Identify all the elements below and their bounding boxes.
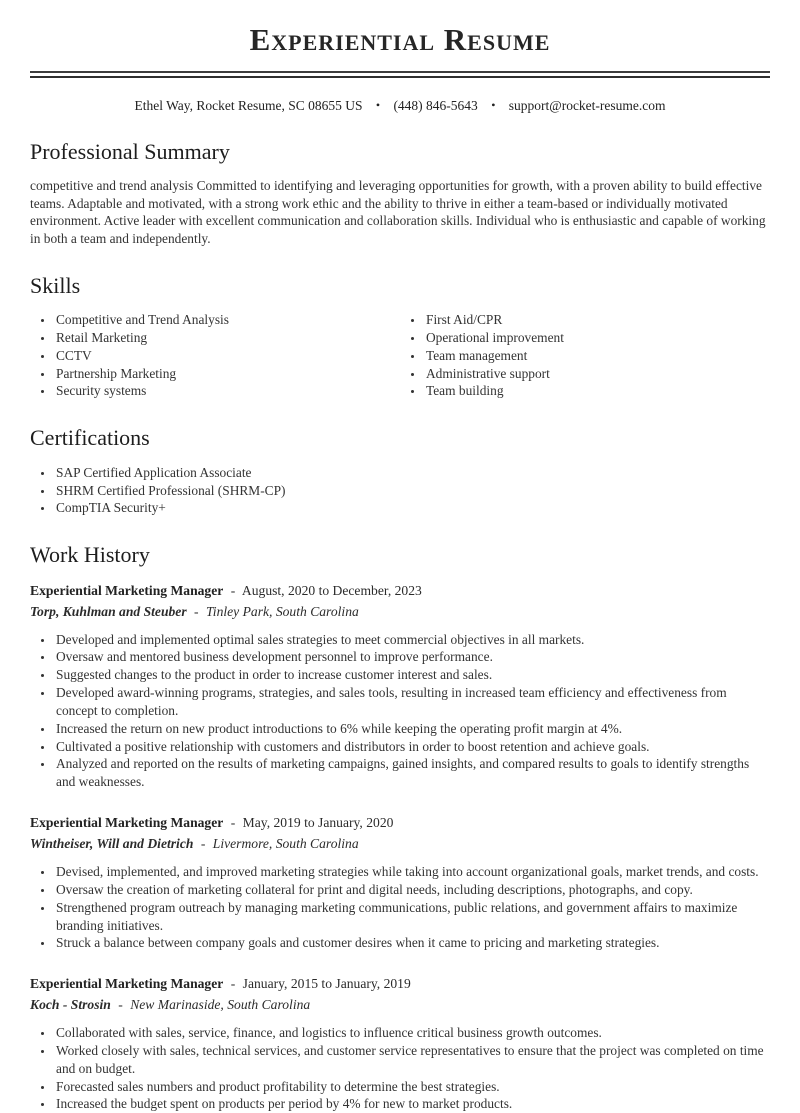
- job-entry: [30, 815, 770, 952]
- summary-heading: Professional Summary: [30, 138, 230, 164]
- certifications-list: [30, 464, 770, 517]
- job-title-line: [30, 815, 770, 831]
- job-bullet: • Developed and implemented optimal sales strategies to meet commercial objectives in all markets.: [54, 631, 770, 649]
- work-history-heading: Work History: [30, 542, 150, 568]
- section-work-history: [30, 542, 770, 1113]
- job-bullet: • Devised, implemented, and improved marketing strategies while taking into account organizational goals, market trends, and costs.: [54, 863, 770, 881]
- resume-page: [0, 22, 800, 1113]
- bullet-separator: •: [491, 97, 496, 112]
- job-dates: January, 2015 to January, 2019: [242, 976, 411, 992]
- job-bullet-list: [30, 631, 770, 791]
- job-bullet: • Increased the return on new product introductions to 6% while keeping the operating profit margin at 4%.: [54, 720, 770, 738]
- skills-heading: Skills: [30, 272, 81, 298]
- dash-separator: -: [230, 976, 236, 992]
- bullet-separator: •: [375, 97, 381, 112]
- job-bullet: • Suggested changes to the product in order to increase customer interest and sales.: [54, 666, 770, 684]
- job-bullet: • Oversaw the creation of marketing collateral for print and digital needs, including descriptions, photographs, and copy.: [54, 881, 770, 899]
- summary-text: competitive and trend analysis Committed to identifying and leveraging opportunities for growth, with a proven ability to build effective teams. Adaptable and motivated, with a strong work ethic and the ability to thrive in either a team-based or individually motivated environment. Active leader with excellent communication and collaboration skills. Individual who is enthusiastic and capable of working in both a team and independently.: [30, 178, 766, 247]
- job-bullet: • Forecasted sales numbers and product profitability to determine the best strategies.: [54, 1078, 770, 1096]
- certification-item: • SHRM Certified Professional (SHRM-CP): [54, 482, 770, 500]
- certification-item: • SAP Certified Application Associate: [54, 464, 770, 482]
- job-title: Experiential Marketing Manager: [30, 815, 224, 831]
- job-entry: [30, 976, 770, 1113]
- job-bullet-list: [30, 1024, 770, 1113]
- skill-item: • Retail Marketing: [54, 329, 400, 347]
- job-title: Experiential Marketing Manager: [30, 976, 224, 992]
- contact-address: Ethel Way, Rocket Resume, SC 08655 US: [134, 97, 363, 113]
- skill-item: • Administrative support: [424, 365, 770, 383]
- job-entry: [30, 583, 770, 791]
- section-certifications: [30, 425, 770, 517]
- dash-separator: -: [200, 836, 206, 852]
- skill-item: • Operational improvement: [424, 329, 770, 347]
- job-bullet: • Strengthened program outreach by managing marketing communications, public relations, and government affairs to maximize branding initiatives.: [54, 899, 770, 935]
- skills-list-left: [30, 311, 400, 400]
- page-title: Experiential Resume: [249, 22, 551, 57]
- job-bullet: • Cultivated a positive relationship with customers and distributors in order to boost retention and achieve goals.: [54, 738, 770, 756]
- company-name: Koch - Strosin: [30, 997, 111, 1013]
- skill-item: • Partnership Marketing: [54, 365, 400, 383]
- contact-phone: (448) 846-5643: [393, 97, 478, 113]
- section-professional-summary: [30, 139, 770, 248]
- job-location: Livermore, South Carolina: [212, 836, 359, 852]
- job-title: Experiential Marketing Manager: [30, 582, 224, 598]
- job-bullet: • Oversaw and mentored business development personnel to improve performance.: [54, 648, 770, 666]
- job-company-line: [30, 836, 770, 852]
- job-location: New Marinaside, South Carolina: [130, 997, 311, 1013]
- job-dates: August, 2020 to December, 2023: [241, 582, 422, 598]
- job-bullet: • Developed award-winning programs, strategies, and sales tools, resulting in increased team efficiency and effectiveness from concept to completion.: [54, 684, 770, 720]
- skill-item: • First Aid/CPR: [424, 311, 770, 329]
- company-name: Wintheiser, Will and Dietrich: [30, 836, 194, 852]
- skills-list-right: [400, 311, 770, 400]
- job-title-line: [30, 583, 770, 599]
- job-bullet: • Collaborated with sales, service, finance, and logistics to influence critical business growth outcomes.: [54, 1024, 770, 1042]
- skills-columns: [30, 299, 770, 400]
- dash-separator: -: [230, 815, 236, 831]
- dash-separator: -: [118, 997, 123, 1013]
- skill-item: • Team building: [424, 382, 770, 400]
- job-location: Tinley Park, South Carolina: [205, 603, 359, 619]
- certifications-heading: Certifications: [30, 425, 150, 451]
- company-name: Torp, Kuhlman and Steuber: [30, 603, 187, 619]
- skill-item: • CCTV: [54, 347, 400, 365]
- skill-item: • Team management: [424, 347, 770, 365]
- job-bullet-list: [30, 863, 770, 952]
- job-bullet: • Struck a balance between company goals and customer desires when it came to pricing and marketing strategies.: [54, 934, 770, 952]
- dash-separator: -: [230, 582, 236, 598]
- section-skills: [30, 273, 770, 401]
- skill-item: • Competitive and Trend Analysis: [54, 311, 400, 329]
- job-company-line: [30, 604, 770, 620]
- job-dates: May, 2019 to January, 2020: [242, 815, 394, 831]
- header-divider: [30, 71, 770, 78]
- job-bullet: • Analyzed and reported on the results of marketing campaigns, gained insights, and compared results to goals to identify strengths and weaknesses.: [54, 755, 770, 791]
- contact-email: support@rocket-resume.com: [508, 97, 666, 113]
- job-bullet: • Worked closely with sales, technical services, and customer service representatives to ensure that the project was completed on time and on budget.: [54, 1042, 770, 1078]
- resume-header: [30, 22, 770, 114]
- certification-item: • CompTIA Security+: [54, 499, 770, 517]
- dash-separator: -: [194, 603, 199, 619]
- job-company-line: [30, 997, 770, 1013]
- contact-line: [30, 98, 770, 114]
- job-title-line: [30, 976, 770, 992]
- job-bullet: • Increased the budget spent on products per period by 4% for new to market products.: [54, 1095, 770, 1113]
- skill-item: • Security systems: [54, 382, 400, 400]
